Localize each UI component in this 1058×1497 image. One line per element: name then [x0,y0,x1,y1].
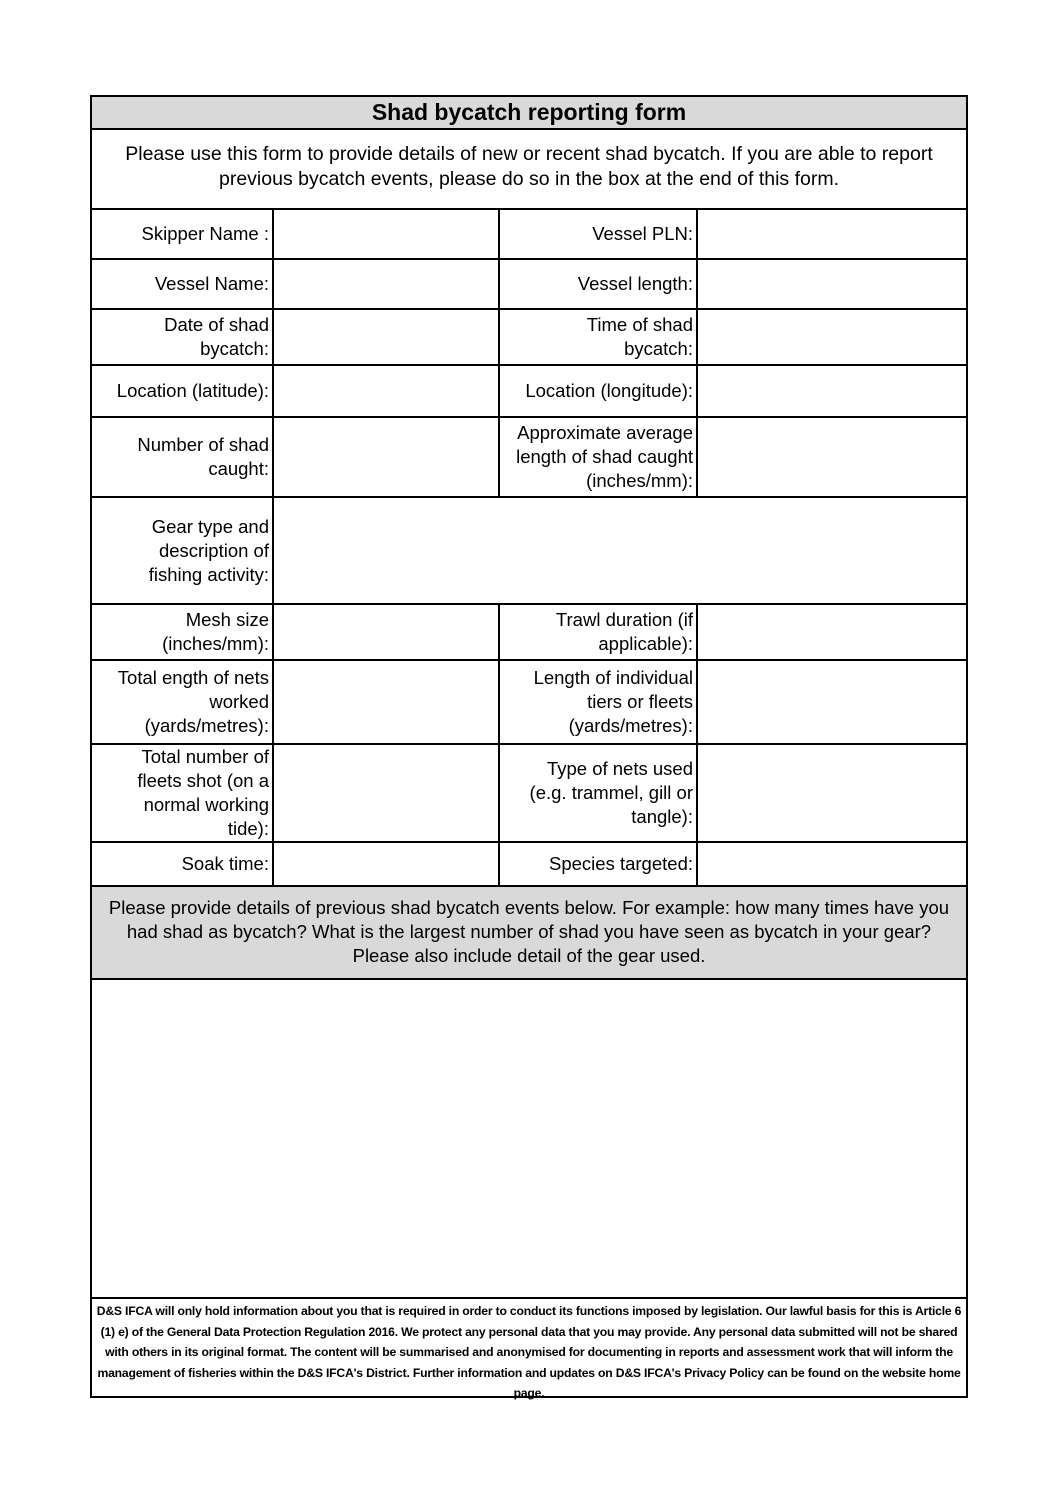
date-label: Date of shad bycatch: [92,310,274,364]
row-count-length [92,418,966,498]
latitude-field[interactable] [274,366,500,416]
row-soak-species [92,843,966,887]
row-skipper-vessel-pln [92,210,966,260]
row-date-time [92,310,966,366]
total-fleets-label: Total number of fleets shot (on a normal working tide): [92,745,274,841]
time-label: Time of shad bycatch: [500,310,698,364]
date-field[interactable] [274,310,500,364]
row-vessel-name-length [92,260,966,310]
species-targeted-field[interactable] [698,843,966,885]
time-field[interactable] [698,310,966,364]
longitude-field[interactable] [698,366,966,416]
gear-type-field[interactable] [274,498,966,603]
soak-time-field[interactable] [274,843,500,885]
net-type-field[interactable] [698,745,966,841]
vessel-pln-label: Vessel PLN: [500,210,698,258]
row-net-lengths [92,661,966,745]
skipper-name-field[interactable] [274,210,500,258]
row-fleets-net-type [92,745,966,843]
vessel-name-label: Vessel Name: [92,260,274,308]
avg-length-label: Approximate average length of shad caught (inches/mm): [500,418,698,496]
previous-events-field[interactable] [92,980,966,1299]
total-net-length-label: Total ength of nets worked (yards/metres): [92,661,274,743]
vessel-length-field[interactable] [698,260,966,308]
soak-time-label: Soak time: [92,843,274,885]
gear-type-label: Gear type and description of fishing activity: [92,498,274,603]
vessel-name-field[interactable] [274,260,500,308]
row-gear-type [92,498,966,605]
shad-count-label: Number of shad caught: [92,418,274,496]
privacy-notice: D&S IFCA will only hold information about you that is required in order to conduct its functions imposed by legislation. Our lawful basis for this is Article 6 (1) e) of the General Data Protection Regulation 2016. We protect any personal data that you may provide. Any personal data submitted will not be shared with others in its original format. The content will be summarised and anonymised for documenting in reports and assessment work that will inform the management of fisheries within the D&S IFCA's District. Further information and updates on D&S IFCA's Privacy Policy can be found on the website home page. [96,1304,962,1400]
vessel-pln-field[interactable] [698,210,966,258]
shad-bycatch-form [90,95,968,1398]
mesh-size-label: Mesh size (inches/mm): [92,605,274,659]
trawl-duration-label: Trawl duration (if applicable): [500,605,698,659]
avg-length-field[interactable] [698,418,966,496]
mesh-size-field[interactable] [274,605,500,659]
trawl-duration-field[interactable] [698,605,966,659]
previous-events-prompt: Please provide details of previous shad bycatch events below. For example: how many times have you had shad as bycatch? What is the largest number of shad you have seen as bycatch in your gear? Please also include detail of the gear used. [92,887,966,980]
total-net-length-field[interactable] [274,661,500,743]
vessel-length-label: Vessel length: [500,260,698,308]
shad-count-field[interactable] [274,418,500,496]
form-title: Shad bycatch reporting form [92,97,966,130]
longitude-label: Location (longitude): [500,366,698,416]
row-location [92,366,966,418]
total-fleets-field[interactable] [274,745,500,841]
tier-length-label: Length of individual tiers or fleets (yards/metres): [500,661,698,743]
species-targeted-label: Species targeted: [500,843,698,885]
skipper-name-label: Skipper Name : [92,210,274,258]
form-intro: Please use this form to provide details of new or recent shad bycatch. If you are able to report previous bycatch events, please do so in the box at the end of this form. [92,130,966,210]
tier-length-field[interactable] [698,661,966,743]
latitude-label: Location (latitude): [92,366,274,416]
net-type-label: Type of nets used (e.g. trammel, gill or tangle): [500,745,698,841]
row-mesh-trawl [92,605,966,661]
